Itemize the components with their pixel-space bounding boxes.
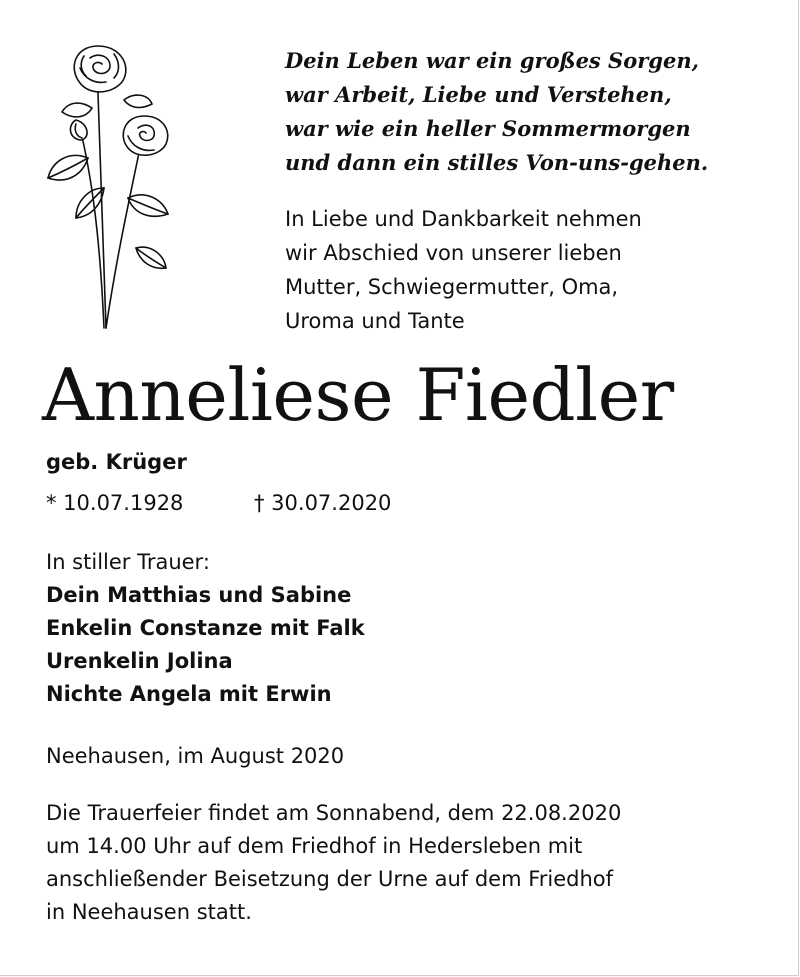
- funeral-line: Die Trauerfeier findet am Sonnabend, dem 22.08.2020: [46, 801, 622, 825]
- mourners-heading: In stiller Trauer:: [46, 550, 210, 574]
- funeral-line: anschließender Beisetzung der Urne auf dem Friedhof: [46, 867, 614, 891]
- intro-line: Uroma und Tante: [285, 309, 465, 333]
- poem-line: Dein Leben war ein großes Sorgen,: [285, 48, 699, 73]
- mourners: [46, 546, 365, 711]
- life-dates: [46, 488, 392, 518]
- poem: [285, 44, 785, 180]
- intro-text: [285, 202, 785, 338]
- maiden-name: geb. Krüger: [46, 450, 187, 474]
- roses-icon: [40, 38, 180, 338]
- poem-line: und dann ein stilles Von-uns-gehen.: [285, 150, 709, 175]
- mourner-name: Urenkelin Jolina: [46, 649, 233, 673]
- funeral-line: in Neehausen statt.: [46, 900, 252, 924]
- poem-line: war wie ein heller Sommermorgen: [285, 116, 691, 141]
- poem-line: war Arbeit, Liebe und Verstehen,: [285, 82, 672, 107]
- death-date: † 30.07.2020: [254, 491, 392, 515]
- birth-date: * 10.07.1928: [46, 491, 184, 515]
- mourner-name: Enkelin Constanze mit Falk: [46, 616, 365, 640]
- deceased-name: Anneliese Fiedler: [42, 353, 674, 437]
- intro-line: wir Abschied von unserer lieben: [285, 241, 622, 265]
- intro-line: In Liebe und Dankbarkeit nehmen: [285, 207, 642, 231]
- place-date: Neehausen, im August 2020: [46, 744, 345, 768]
- mourner-name: Nichte Angela mit Erwin: [46, 682, 332, 706]
- intro-line: Mutter, Schwiegermutter, Oma,: [285, 275, 619, 299]
- mourner-name: Dein Matthias und Sabine: [46, 583, 352, 607]
- funeral-line: um 14.00 Uhr auf dem Friedhof in Hedersleben mit: [46, 834, 583, 858]
- funeral-info: [46, 797, 766, 929]
